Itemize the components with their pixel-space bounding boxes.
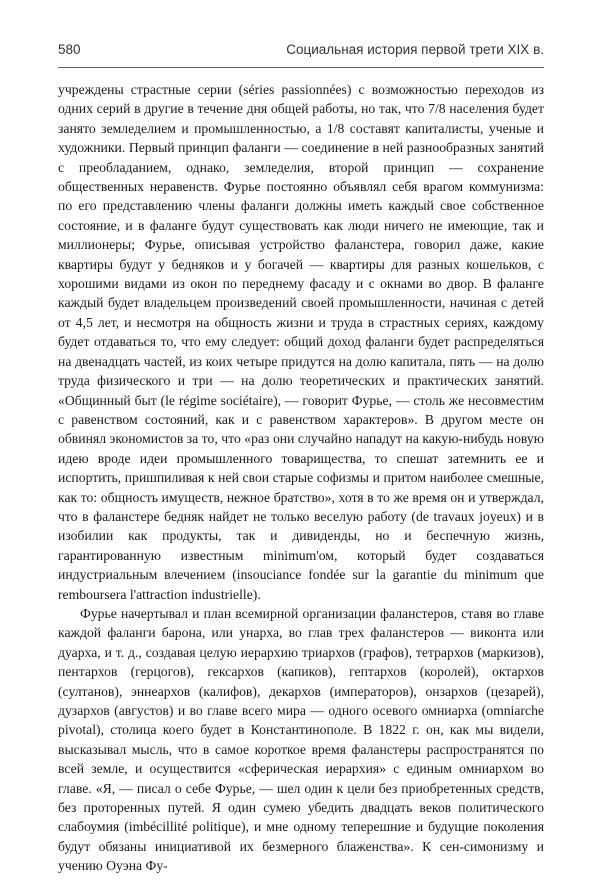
book-page bbox=[58, 42, 544, 876]
running-title: Социальная история первой трети XIX в. bbox=[286, 42, 544, 57]
page-header bbox=[58, 42, 544, 66]
paragraph-2: Фурье начертывал и план всемирной организации фаланстеров, ставя во главе каждой фаланги барона, или унарха, во глав трех фаланстеров — виконта или дуарха, и т. д., создавая целую иерархию триархов (графов), тетрархов (маркизов), пентархов (герцогов), гексархов (капиков), гептархов (королей), октархов (султанов), эннеархов (калифов), декархов (императоров), онзархов (цезарей), дузархов (августов) и во главе всего мира — одного осевого омниарха (omniarche pivotal), столица коего будет в Константинополе. В 1822 г. он, как мы видели, высказывал мысль, что в самое короткое время фаланстеры распространятся по всей земле, и осуществится «сферическая иерархия» с единым омниархом во главе. «Я, — писал о себе Фурье, — шел один к цели без приобретенных средств, без проторенных путей. Я один сумею убедить двадцать веков политического слабоумия (imbécillité politique), и мне одному теперешние и будущие поколения будут обязаны инициативой их безмерного блаженства». К сен-симонизму и учению Оуэна Фу- bbox=[58, 605, 544, 874]
page-number: 580 bbox=[58, 42, 81, 57]
header-rule bbox=[58, 67, 544, 68]
body-text bbox=[58, 80, 544, 876]
paragraph-1: учреждены страстные серии (séries passionnées) с возможностью переходов из одних серий в другие в течение дня общей работы, но так, что 7/8 населения будет занято земледелием и промышленностью, а 1/8 составят капиталисты, ученые и художники. Первый принцип фаланги — соединение в ней разнообразных занятий с преобладанием, однако, земледелия, второй принцип — сохранение общественных неравенств. Фурье постоянно объявлял себя врагом коммунизма: по его представлению члены фаланги должны иметь каждый свое собственное состояние, и в фаланге будут существовать как люди ничего не имеющие, так и миллионеры; Фурье, описывая устройство фаланстера, говорил даже, какие квартиры будут у бедняков и у богачей — квартиры для разных кошельков, с хорошими видами из окон по переднему фасаду и с окнами во двор. В фаланге каждый будет владельцем произведений своей промышленности, начиная с детей от 4,5 лет, и несмотря на общность жизни и труда в страстных сериях, каждому будет отдаваться то, что ему следует: общий доход фаланги будет распределяться на двенадцать частей, из коих четыре придутся на долю капитала, пять — на долю труда физического и три — на долю теоретических и практических занятий. «Общинный быт (le régime sociétaire), — говорит Фурье, — столь же несовместим с равенством состояний, как и с равенством характеров». В другом месте он обвинял экономистов за то, что «раз они случайно нападут на какую-нибудь новую идею вроде идеи промышленного товарищества, то спешат затемнить ее и испортить, пришпиливая к ней свои старые софизмы и притом наиболее смешные, как то: общность имуществ, нежное братство», хотя в то же время он и утверждал, что в фаланстере бедняк найдет не только веселую работу (de travaux joyeux) и в изобилии как продукты, так и дивиденды, но и беспечную жизнь, гарантированную известным minimum'ом, который будет создаваться индустриальным влечением (insouciance fondée sur la garantie du minimum que remboursera l'attraction industrielle). bbox=[58, 82, 544, 602]
